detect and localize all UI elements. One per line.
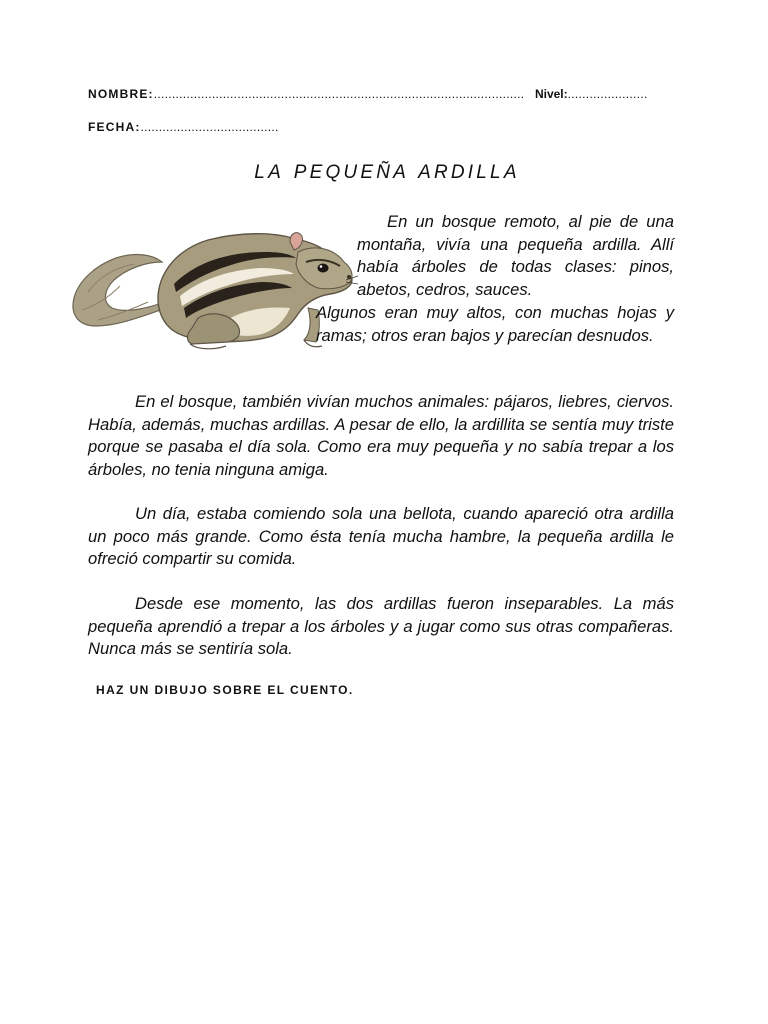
story-paragraph-1-intro-text: En un bosque remoto, al pie de una montaña, vivía una pequeña ardilla. Allí había árboles de todas clases: pinos, abetos, cedros, sauces.	[357, 212, 674, 299]
nivel-label: Nivel:	[534, 87, 568, 101]
fecha-field	[88, 120, 279, 134]
story-paragraph-4	[88, 593, 674, 661]
story-title: LA PEQUEÑA ARDILLA	[254, 162, 520, 183]
nivel-blank: ......................	[567, 87, 648, 101]
nombre-blank: ......................................................................................................	[153, 87, 525, 101]
story-paragraph-3	[88, 503, 674, 571]
story-paragraph-4-text: Desde ese momento, las dos ardillas fueron inseparables. La más pequeña aprendió a trepar a los árboles y a jugar como sus otras compañeras. Nunca más se sentiría sola.	[88, 594, 674, 658]
nombre-field	[88, 87, 648, 101]
story-paragraph-1-rest	[316, 302, 674, 347]
squirrel-icon	[68, 222, 358, 357]
fecha-blank: ......................................	[140, 120, 279, 134]
drawing-instruction: HAZ UN DIBUJO SOBRE EL CUENTO.	[96, 683, 354, 697]
story-paragraph-1-intro	[357, 211, 674, 301]
fecha-label: FECHA:	[88, 120, 141, 134]
story-paragraph-1-rest-text: Algunos eran muy altos, con muchas hojas y ramas; otros eran bajos y parecían desnudos.	[316, 303, 674, 345]
story-paragraph-3-text: Un día, estaba comiendo sola una bellota, cuando apareció otra ardilla un poco más grande. Como ésta tenía mucha hambre, la pequeña ardilla le ofreció compartir su comida.	[88, 504, 674, 568]
story-paragraph-2-text: En el bosque, también vivían muchos animales: pájaros, liebres, ciervos. Había, además, muchas ardillas. A pesar de ello, la ardillita se sentía muy triste porque se pasaba el día sola. Como era muy pequeña y no sabía trepar a los árboles, no tenia ninguna amiga.	[88, 392, 674, 479]
story-paragraph-2	[88, 391, 674, 481]
nombre-label: NOMBRE:	[88, 87, 154, 101]
